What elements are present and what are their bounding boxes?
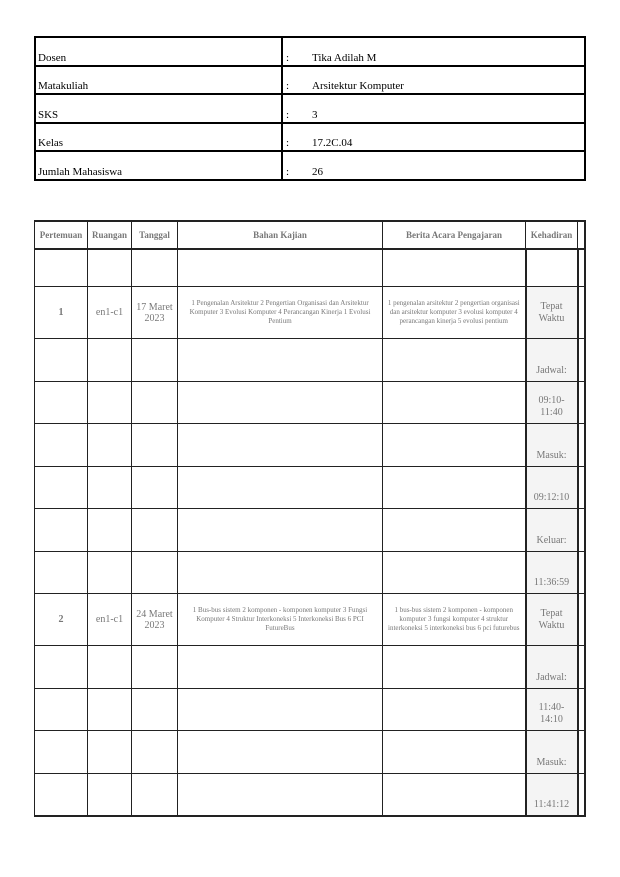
schedule-header-row xyxy=(35,221,585,249)
info-value: Tika Adilah M xyxy=(310,37,585,66)
bahan-kajian-cell: 1 Pengenalan Arsitektur 2 Pengertian Organisasi dan Arsitektur Komputer 3 Evolusi Komputer 4 Perancangan Kinerja 1 Evolusi Pentium xyxy=(178,287,383,339)
keluar-label: Keluar: xyxy=(526,509,578,552)
info-value: 3 xyxy=(310,94,585,123)
ruangan-cell: en1-c1 xyxy=(88,287,132,339)
table-row xyxy=(35,773,585,816)
jadwal-label: Jadwal: xyxy=(526,339,578,382)
tanggal-cell: 17 Maret 2023 xyxy=(132,287,178,339)
info-row-sks xyxy=(35,94,585,123)
info-colon: : xyxy=(282,123,310,152)
header-berita-acara: Berita Acara Pengajaran xyxy=(383,221,526,249)
masuk-label: Masuk: xyxy=(526,731,578,774)
berita-acara-cell: 1 pengenalan arsitektur 2 pengertian organisasi dan arsitektur komputer 3 evolusi komputer 4 perancangan kinerja 5 evolusi pentium xyxy=(383,287,526,339)
header-tanggal: Tanggal xyxy=(132,221,178,249)
table-row xyxy=(35,339,585,382)
info-row-matakuliah xyxy=(35,66,585,95)
jadwal-value: 11:40-14:10 xyxy=(526,688,578,731)
tanggal-cell: 24 Maret 2023 xyxy=(132,594,178,646)
info-label: Matakuliah xyxy=(35,66,282,95)
header-bahan-kajian: Bahan Kajian xyxy=(178,221,383,249)
header-pertemuan: Pertemuan xyxy=(35,221,88,249)
status-cell: Tepat Waktu xyxy=(526,287,578,339)
status-cell: Tepat Waktu xyxy=(526,594,578,646)
table-row xyxy=(35,249,585,287)
masuk-label: Masuk: xyxy=(526,424,578,467)
masuk-value: 09:12:10 xyxy=(526,466,578,509)
info-row-kelas xyxy=(35,123,585,152)
table-row xyxy=(35,424,585,467)
jadwal-label: Jadwal: xyxy=(526,646,578,689)
table-row xyxy=(35,731,585,774)
ruangan-cell: en1-c1 xyxy=(88,594,132,646)
berita-acara-cell: 1 bus-bus sistem 2 komponen - komponen komputer 3 fungsi komputer 4 struktur interkoneksi 5 interkoneksi bus 6 pci futurebus xyxy=(383,594,526,646)
info-label: Dosen xyxy=(35,37,282,66)
info-label: Kelas xyxy=(35,123,282,152)
info-label: SKS xyxy=(35,94,282,123)
info-value: 26 xyxy=(310,151,585,180)
info-colon: : xyxy=(282,37,310,66)
info-label: Jumlah Mahasiswa xyxy=(35,151,282,180)
table-row xyxy=(35,466,585,509)
table-row xyxy=(35,551,585,594)
table-row xyxy=(35,646,585,689)
info-value: Arsitektur Komputer xyxy=(310,66,585,95)
meeting-row-2 xyxy=(35,594,585,646)
jadwal-value: 09:10-11:40 xyxy=(526,381,578,424)
info-colon: : xyxy=(282,66,310,95)
table-row xyxy=(35,509,585,552)
schedule-table xyxy=(34,220,586,817)
info-row-jumlah-mahasiswa xyxy=(35,151,585,180)
pertemuan-cell: 1 xyxy=(35,287,88,339)
header-filler xyxy=(578,221,585,249)
bahan-kajian-cell: 1 Bus-bus sistem 2 komponen - komponen komputer 3 Fungsi Komputer 4 Struktur Interkoneksi 5 Interkoneksi Bus 6 PCI FutureBus xyxy=(178,594,383,646)
pertemuan-cell: 2 xyxy=(35,594,88,646)
course-info-table xyxy=(34,36,586,181)
info-row-dosen xyxy=(35,37,585,66)
masuk-value: 11:41:12 xyxy=(526,773,578,816)
header-kehadiran: Kehadiran xyxy=(526,221,578,249)
table-row xyxy=(35,688,585,731)
info-colon: : xyxy=(282,151,310,180)
keluar-value: 11:36:59 xyxy=(526,551,578,594)
info-colon: : xyxy=(282,94,310,123)
info-value: 17.2C.04 xyxy=(310,123,585,152)
table-row xyxy=(35,381,585,424)
header-ruangan: Ruangan xyxy=(88,221,132,249)
meeting-row-1 xyxy=(35,287,585,339)
